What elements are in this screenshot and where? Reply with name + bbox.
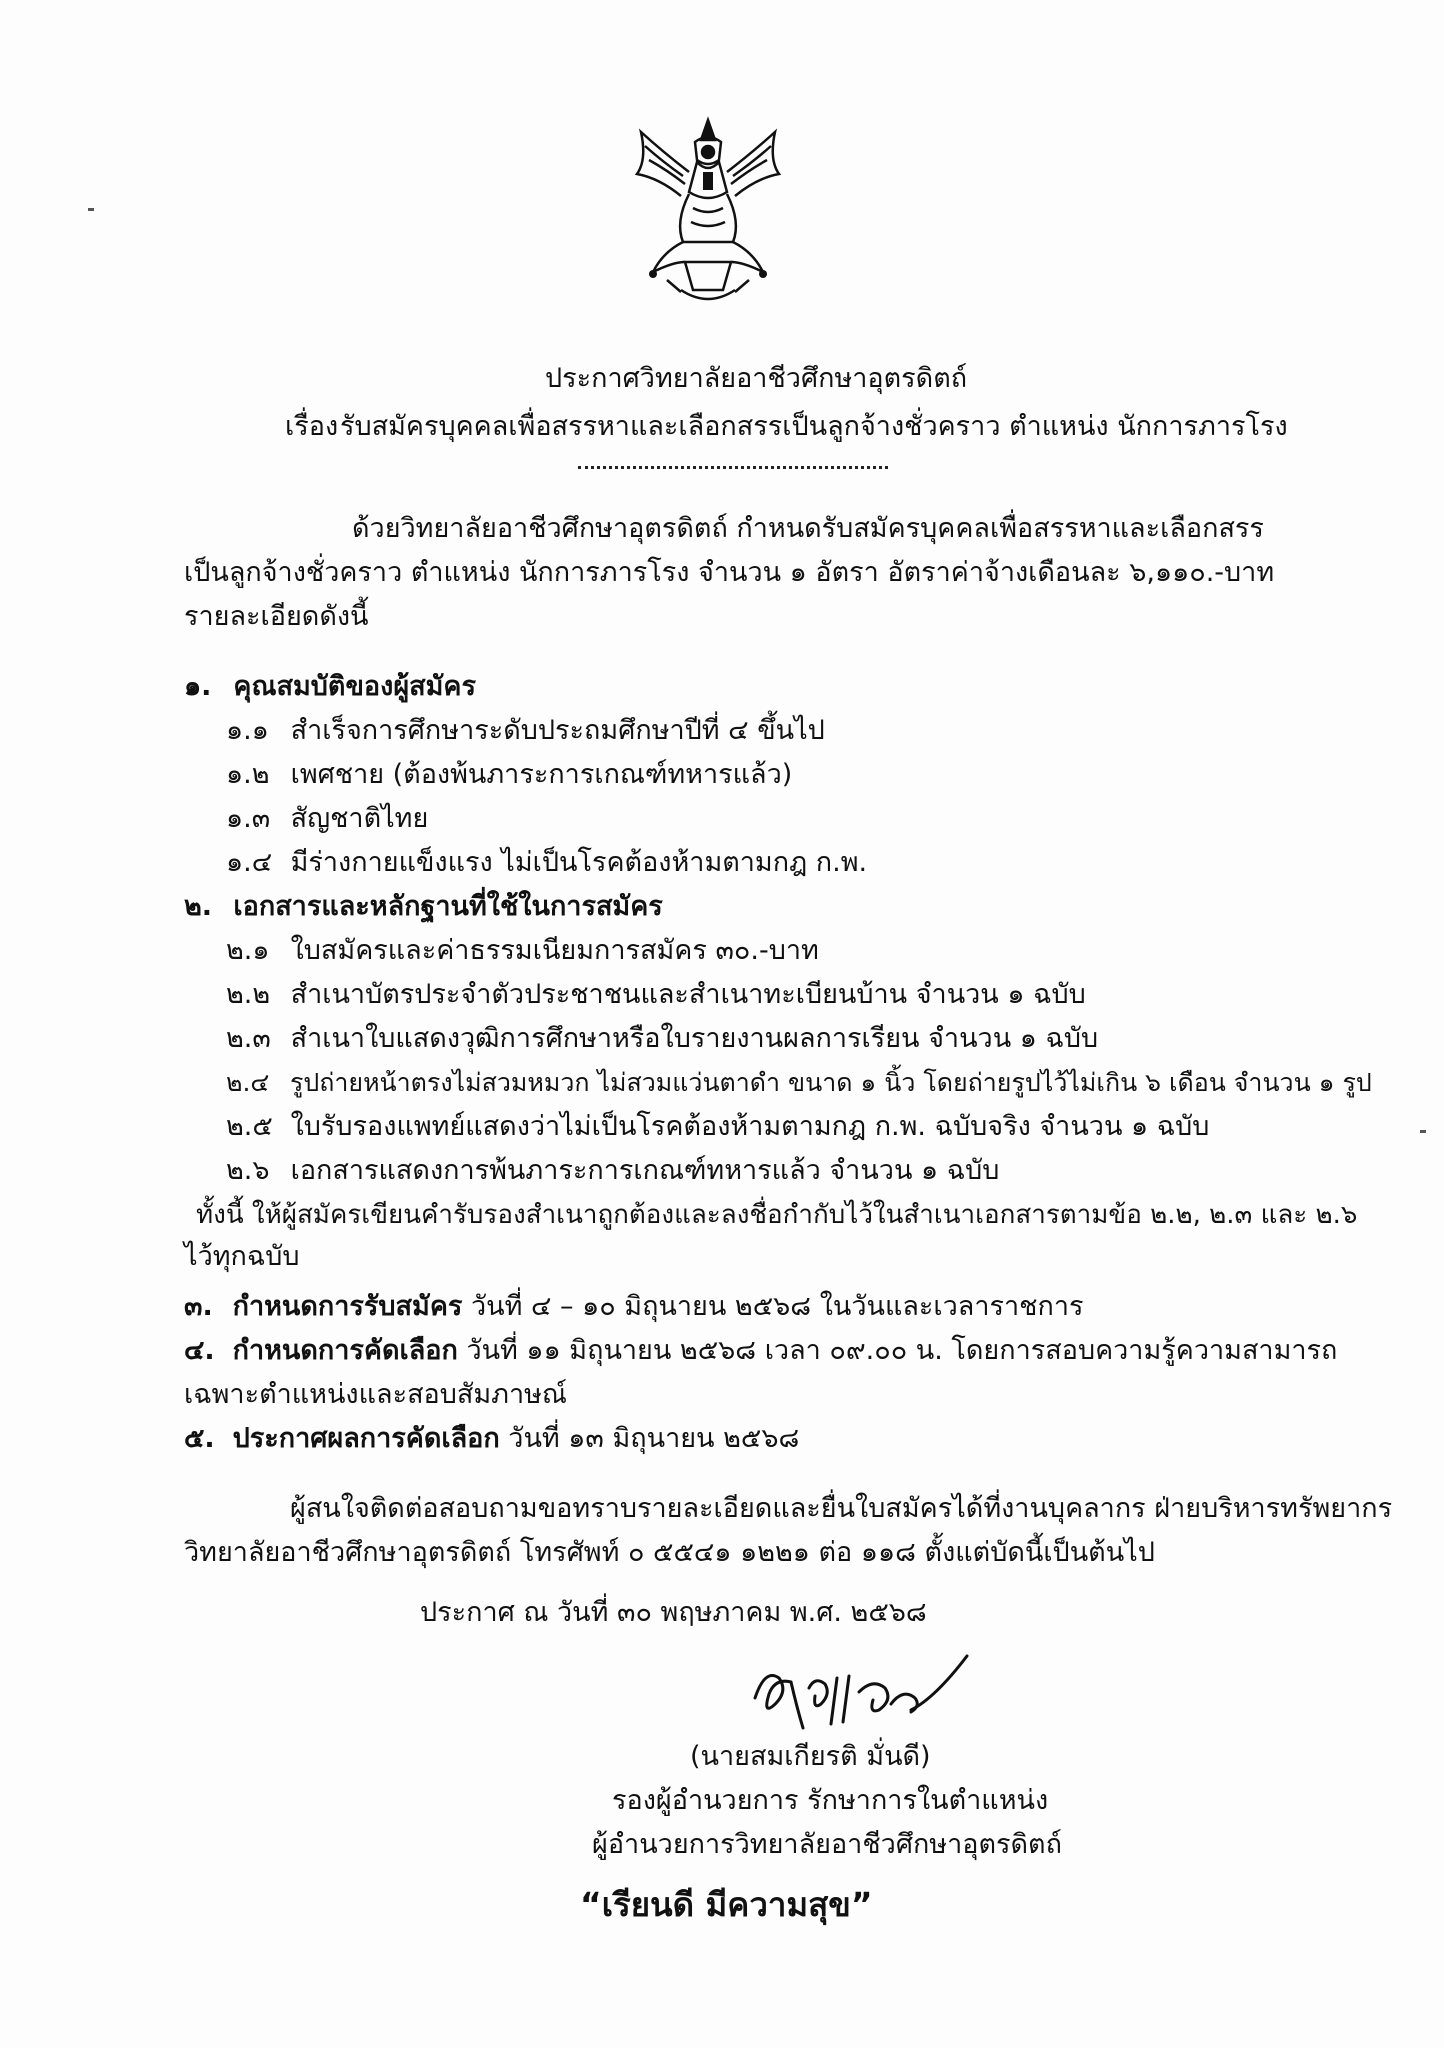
section-5-row: [184, 1422, 799, 1456]
item-number: ๑.๓: [226, 803, 271, 834]
section-2-item: [226, 1110, 1209, 1144]
section-2-item: [226, 1066, 1372, 1100]
handwritten-signature: [745, 1648, 975, 1738]
contact-line-1: ผู้สนใจติดต่อสอบถามขอทราบรายละเอียดและยื่นใบสมัครได้ที่งานบุคลากร ฝ่ายบริหารทรัพยากร: [290, 1493, 1393, 1524]
section-2-item: [226, 1022, 1098, 1056]
item-number: ๒.๖: [226, 1155, 270, 1186]
item-text: รูปถ่ายหน้าตรงไม่สวมหมวก ไม่สวมแว่นตาดำ ขนาด ๑ นิ้ว โดยถ่ายรูปไว้ไม่เกิน ๖ เดือน จำนวน ๑ รูป: [289, 1068, 1372, 1097]
item-number: ๑.๑: [226, 715, 269, 746]
item-text: ใบสมัครและค่าธรรมเนียมการสมัคร ๓๐.-บาท: [290, 935, 819, 966]
item-number: ๒.๕: [226, 1111, 273, 1142]
section-2-heading: [184, 890, 663, 924]
section-1-item: [226, 714, 825, 748]
item-number: ๑.๔: [226, 847, 273, 878]
college-motto: “เรียนดี มีความสุข”: [580, 1885, 873, 1924]
section-2-item: [226, 978, 1086, 1012]
item-text: สำเร็จการศึกษาระดับประถมศึกษาปีที่ ๔ ขึ้นไป: [290, 715, 825, 746]
section-2-item: [226, 934, 819, 968]
item-text: มีร่างกายแข็งแรง ไม่เป็นโรคต้องห้ามตามกฎ ก.พ.: [290, 847, 868, 878]
garuda-emblem-icon: [623, 112, 793, 312]
item-number: ๒.๒: [226, 979, 271, 1010]
section-4-title: กำหนดการคัดเลือก: [232, 1335, 458, 1366]
document-title: ประกาศวิทยาลัยอาชีวศึกษาอุตรดิตถ์: [545, 363, 968, 394]
intro-line-3: รายละเอียดดังนี้: [184, 601, 369, 632]
item-number: ๒.๓: [226, 1023, 271, 1054]
section-3-text: วันที่ ๔ – ๑๐ มิถุนายน ๒๕๖๘ ในวันและเวลาราชการ: [470, 1291, 1084, 1322]
announce-date: ประกาศ ณ วันที่ ๓๐ พฤษภาคม พ.ศ. ๒๕๖๘: [420, 1597, 927, 1628]
section-1-item: [226, 758, 792, 792]
section-3-number: ๓.: [184, 1291, 213, 1322]
item-number: ๑.๒: [226, 759, 270, 790]
section-4-number: ๔.: [184, 1335, 215, 1366]
contact-line-2: วิทยาลัยอาชีวศึกษาอุตรดิตถ์ โทรศัพท์ ๐ ๕๕๔๑ ๑๒๒๑ ต่อ ๑๑๘ ตั้งแต่บัดนี้เป็นต้นไป: [184, 1537, 1155, 1568]
item-text: เอกสารแสดงการพ้นภาระการเกณฑ์ทหารแล้ว จำนวน ๑ ฉบับ: [290, 1155, 1000, 1186]
section-2-number: ๒.: [184, 891, 213, 922]
scan-speck: [88, 208, 94, 211]
section-2-item: [226, 1154, 999, 1188]
signatory-position-1: รองผู้อำนวยการ รักษาการในตำแหน่ง: [612, 1785, 1049, 1816]
signatory-position-2: ผู้อำนวยการวิทยาลัยอาชีวศึกษาอุตรดิตถ์: [592, 1829, 1062, 1860]
section-4-text-line-2: เฉพาะตำแหน่งและสอบสัมภาษณ์: [184, 1379, 567, 1410]
section-1-heading: [184, 670, 476, 704]
intro-line-1: ด้วยวิทยาลัยอาชีวศึกษาอุตรดิตถ์ กำหนดรับสมัครบุคคลเพื่อสรรหาและเลือกสรร: [352, 513, 1264, 544]
subject-label: เรื่อง: [285, 411, 339, 442]
dotted-divider: [578, 466, 888, 469]
section-2-note-line-1: ทั้งนี้ ให้ผู้สมัครเขียนคำรับรองสำเนาถูกต้องและลงชื่อกำกับไว้ในสำเนาเอกสารตามข้อ ๒.๒, ๒.๓ และ ๒.๖: [196, 1200, 1358, 1230]
section-1-item: [226, 846, 867, 880]
section-5-number: ๕.: [184, 1423, 215, 1454]
item-text: ใบรับรองแพทย์แสดงว่าไม่เป็นโรคต้องห้ามตามกฎ ก.พ. ฉบับจริง จำนวน ๑ ฉบับ: [290, 1111, 1210, 1142]
section-5-text: วันที่ ๑๓ มิถุนายน ๒๕๖๘: [508, 1423, 800, 1454]
section-1-item: [226, 802, 428, 836]
section-2-note-line-2: ไว้ทุกฉบับ: [184, 1241, 300, 1272]
section-4-row: [184, 1334, 1337, 1368]
intro-line-2: เป็นลูกจ้างชั่วคราว ตำแหน่ง นักการภารโรง จำนวน ๑ อัตรา อัตราค่าจ้างเดือนละ ๖,๑๑๐.-บาท: [184, 557, 1275, 588]
section-2-title: เอกสารและหลักฐานที่ใช้ในการสมัคร: [233, 891, 663, 922]
section-5-title: ประกาศผลการคัดเลือก: [232, 1423, 500, 1454]
item-text: สำเนาบัตรประจำตัวประชาชนและสำเนาทะเบียนบ้าน จำนวน ๑ ฉบับ: [290, 979, 1086, 1010]
section-1-title: คุณสมบัติของผู้สมัคร: [233, 671, 476, 702]
signatory-name: (นายสมเกียรติ มั่นดี): [690, 1741, 931, 1772]
section-1-number: ๑.: [184, 671, 212, 702]
item-text: สำเนาใบแสดงวุฒิการศึกษาหรือใบรายงานผลการเรียน จำนวน ๑ ฉบับ: [290, 1023, 1099, 1054]
item-number: ๒.๑: [226, 935, 270, 966]
section-3-title: กำหนดการรับสมัคร: [232, 1291, 463, 1322]
scan-speck: [1420, 1130, 1426, 1133]
item-text: สัญชาติไทย: [290, 803, 429, 834]
item-text: เพศชาย (ต้องพ้นภาระการเกณฑ์ทหารแล้ว): [290, 759, 793, 790]
section-4-text: วันที่ ๑๑ มิถุนายน ๒๕๖๘ เวลา ๐๙.๐๐ น. โดยการสอบความรู้ความสามารถ: [466, 1335, 1338, 1366]
item-number: ๒.๔: [226, 1068, 270, 1097]
section-3-row: [184, 1290, 1084, 1324]
subject-text: รับสมัครบุคคลเพื่อสรรหาและเลือกสรรเป็นลูกจ้างชั่วคราว ตำแหน่ง นักการภารโรง: [340, 411, 1288, 442]
